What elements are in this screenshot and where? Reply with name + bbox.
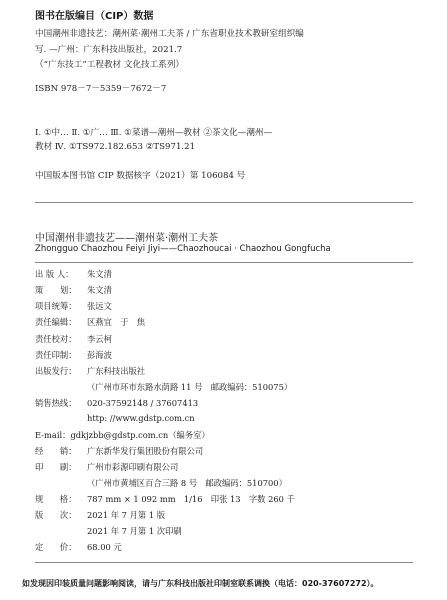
credit-value: 广东新华发行集团股份有限公司 (87, 446, 204, 456)
credit-value: 广州市彩源印刷有限公司 (87, 462, 179, 472)
credit-row (35, 445, 203, 457)
credit-label: 经 销： (35, 446, 77, 456)
credit-label: 出版发行： (35, 366, 77, 376)
credit-row (35, 541, 122, 553)
cip-heading: 图书在版编目（CIP）数据 (35, 11, 154, 22)
credit-row (35, 397, 198, 409)
credit-value: 朱文清 (87, 269, 112, 279)
credit-label: 责任编辑： (35, 317, 77, 327)
credit-value: 朱文清 (87, 285, 112, 295)
credit-value: （广州市黄埔区百合三路 8 号 邮政编码：510700） (87, 478, 287, 488)
price-value: 68.00 元 (87, 542, 122, 552)
credit-row (35, 333, 112, 345)
credit-row (35, 509, 165, 521)
credit-row (35, 316, 145, 328)
cip-line: （“广东技工”工程教材 文化技工系列） (35, 60, 185, 70)
credit-row (35, 461, 178, 473)
cip-line: 写. —广州：广东科技出版社，2021.7 (35, 45, 183, 55)
credit-row (35, 381, 292, 393)
cip-line: 教材 Ⅳ. ①TS972.182.653 ②TS971.21 (35, 142, 196, 152)
credit-label: 版 次： (35, 510, 77, 520)
credit-label: 责任校对： (35, 334, 77, 344)
divider (35, 562, 413, 563)
credit-label: 项目统筹： (35, 301, 77, 311)
credit-label: 定 价： (35, 542, 77, 552)
credit-row (35, 477, 287, 489)
credit-row (35, 365, 145, 377)
credit-row (35, 284, 112, 296)
credit-label: 出 版 人： (35, 269, 74, 279)
credit-value: 020-37592148 / 37607413 (87, 398, 199, 408)
credit-value: 区燕宜 于 焦 (87, 317, 146, 327)
credit-row (35, 349, 112, 361)
divider (35, 202, 413, 203)
divider (35, 262, 413, 263)
credit-value: 2021 年 7 月第 1 次印刷 (87, 526, 182, 536)
credit-row (35, 300, 112, 312)
cip-line: ISBN 978－7－5359－7672－7 (35, 84, 167, 94)
credit-label: 规 格： (35, 494, 77, 504)
credit-value: 彭海波 (87, 350, 112, 360)
credit-row (35, 429, 210, 441)
email-link: gdkjzbb@gdstp.com.cn（编务室） (70, 430, 210, 440)
credit-label: 印 刷： (35, 462, 77, 472)
credit-row (35, 413, 195, 423)
credit-value: （广州市环市东路水荫路 11 号 邮政编码：510075） (87, 382, 293, 392)
credit-value: 787 mm × 1 092 mm 1/16 印张 13 字数 260 千 (87, 494, 295, 504)
credit-value: 2021 年 7 月第 1 版 (87, 510, 166, 520)
book-title-pinyin: Zhongguo Chaozhou Feiyi Jiyi——Chaozhoucai · Chaozhou Gongfucha (35, 244, 331, 254)
credit-row (35, 493, 295, 505)
credit-value: 李云柯 (87, 334, 112, 344)
book-title-chinese: 中国潮州非遗技艺——潮州菜·潮州工夫茶 (35, 233, 219, 244)
credit-label: 销售热线： (35, 398, 77, 408)
credit-label: 责任印制： (35, 350, 77, 360)
credit-row (35, 525, 182, 537)
credit-row (35, 268, 112, 280)
cip-line: Ⅰ. ①中… Ⅱ. ①广… Ⅲ. ①菜谱—潮州—教材 ②茶文化—潮州— (35, 128, 273, 138)
credit-value: 广东科技出版社 (87, 366, 146, 376)
website-link: http: //www.gdstp.com.cn (87, 413, 195, 423)
credit-label: E-mail： (35, 430, 71, 440)
cip-line: 中国潮州非遗技艺：潮州菜·潮州工夫茶 / 广东省职业技术教研室组织编 (35, 29, 304, 39)
credit-value: 张远文 (87, 301, 112, 311)
cip-line: 中国版本图书馆 CIP 数据核字（2021）第 106084 号 (35, 171, 246, 181)
credit-label: 策 划： (35, 285, 77, 295)
footer-notice: 如发现因印装质量问题影响阅读，请与广东科技出版社印制室联系调换（电话：020-37607272）。 (22, 579, 379, 588)
